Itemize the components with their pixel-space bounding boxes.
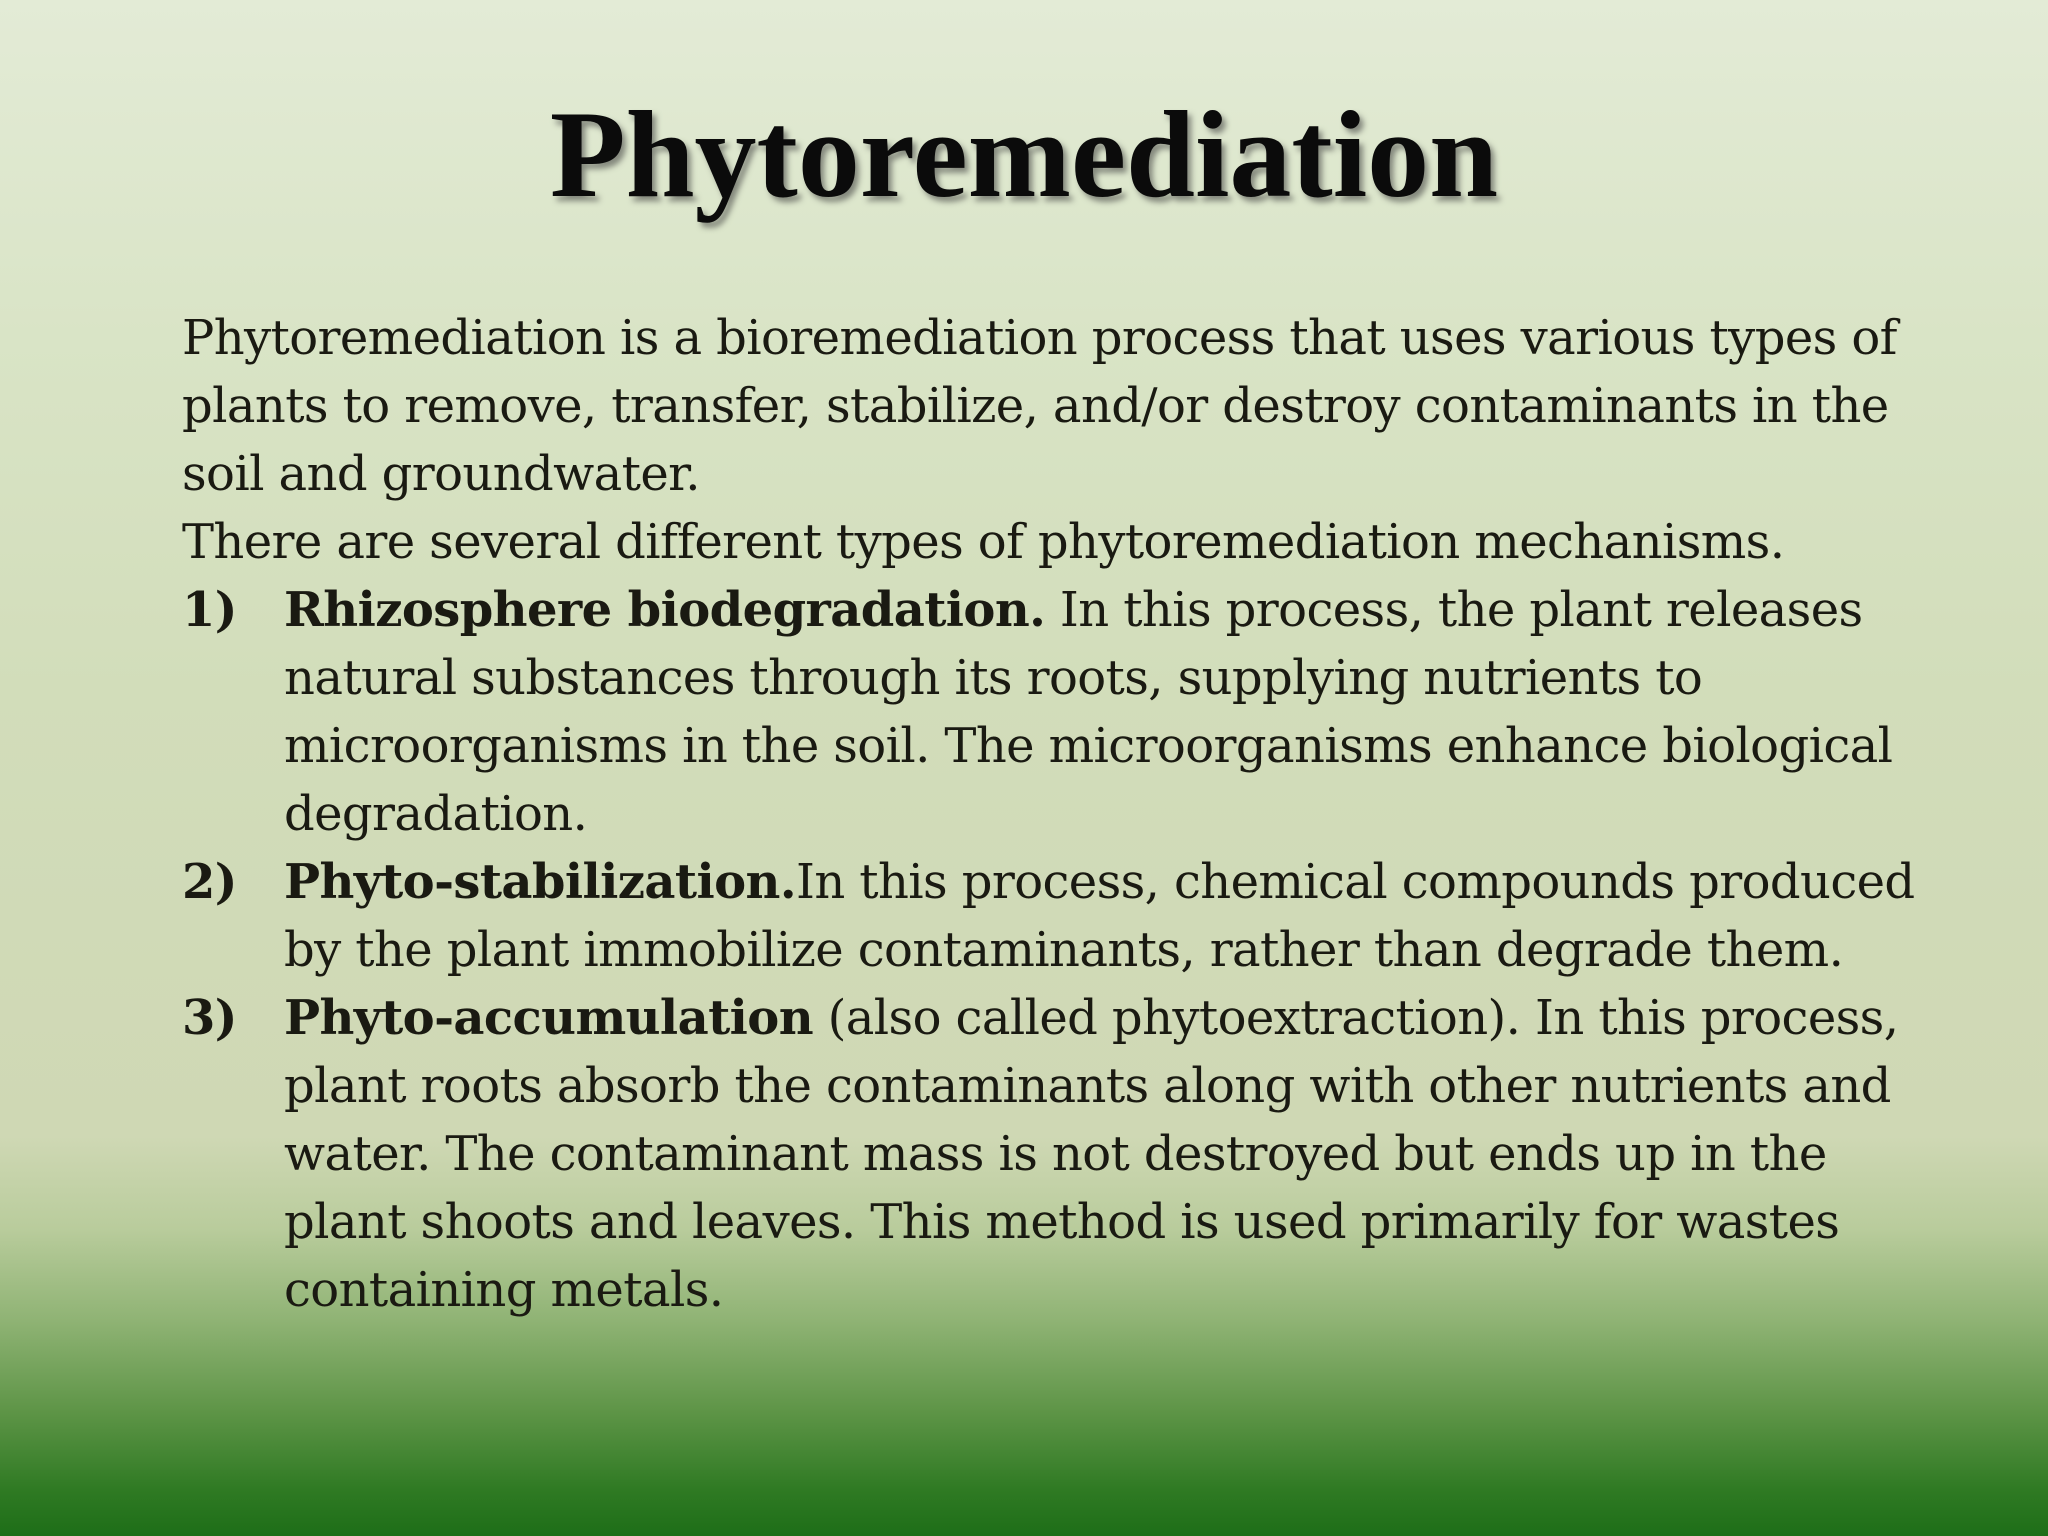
mechanism-term: Phyto-stabilization.	[284, 854, 796, 910]
mechanism-description: (also called phytoextraction). In this process, plant roots absorb the contaminants along with other nutrients and water. The contaminant mass is not destroyed but ends up in the plant shoots and leaves. This method is used primarily for wastes containing metals.	[284, 990, 1899, 1318]
list-number: 2)	[182, 854, 237, 910]
mechanism-description: In this process, the plant releases natural substances through its roots, supplying nutrients to microorganisms in the soil. The microorganisms enhance biological degradation.	[284, 582, 1893, 842]
mechanism-term: Phyto-accumulation	[284, 990, 813, 1046]
mechanism-list	[182, 576, 1922, 1324]
mechanism-term: Rhizosphere biodegradation.	[284, 582, 1046, 638]
slide-title: Phytoremediation	[549, 86, 1499, 223]
intro-paragraph: Phytoremediation is a bioremediation process that uses various types of plants to remove, transfer, stabilize, and/or destroy contaminants in the soil and groundwater.	[182, 310, 1897, 502]
list-number: 1)	[182, 582, 237, 638]
list-item	[182, 848, 1922, 984]
list-number: 3)	[182, 990, 237, 1046]
list-item	[182, 576, 1922, 848]
mechanism-description: In this process, chemical compounds produced by the plant immobilize contaminants, rather than degrade them.	[284, 854, 1915, 978]
slide-body	[182, 304, 1922, 1324]
list-item	[182, 984, 1922, 1324]
lead-paragraph: There are several different types of phytoremediation mechanisms.	[182, 514, 1785, 570]
